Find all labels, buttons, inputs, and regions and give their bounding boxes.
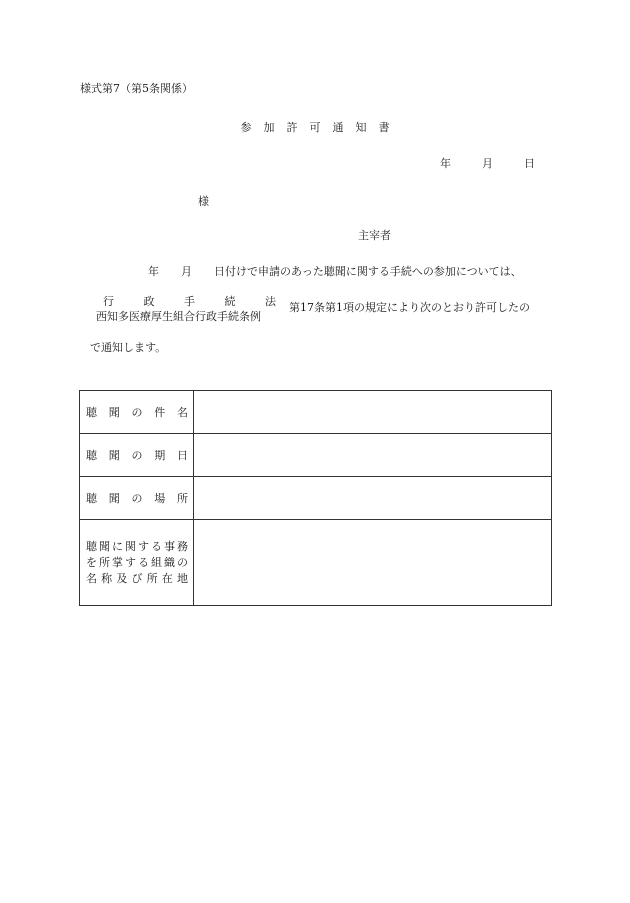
title-char: 知 [355, 121, 367, 134]
table-row [80, 477, 552, 520]
law-option-1-char: 続 [224, 295, 236, 308]
row-label-char: 聴 [86, 406, 97, 419]
table-row [80, 520, 552, 606]
row-label-char: 日 [177, 449, 188, 462]
body-line-3: で通知します。 [90, 341, 167, 354]
date-year: 年 [440, 157, 451, 170]
row-label-date [80, 434, 194, 477]
row-label-char: す [138, 539, 149, 553]
row-label-char: 名 [86, 571, 97, 585]
row-label-char: の [131, 406, 143, 419]
row-label-line [86, 571, 188, 587]
row-label-char: 所 [146, 571, 158, 585]
row-label-char: る [138, 555, 149, 569]
row-label-char: 織 [164, 555, 175, 569]
addressee-suffix: 様 [198, 195, 209, 208]
title-char: 可 [309, 121, 321, 134]
row-label-char: 聴 [86, 449, 97, 462]
row-label-char: に [112, 539, 123, 553]
law-option-2: 西知多医療厚生組合行政手続条例 [96, 310, 261, 323]
title-char: 書 [378, 121, 390, 134]
row-label-char: 件 [154, 406, 166, 419]
row-label-line [86, 539, 188, 555]
row-label-line [86, 555, 188, 571]
law-option-1-char: 法 [265, 295, 276, 308]
hearing-info-table [79, 390, 552, 606]
row-label-char: 聴 [86, 492, 97, 505]
title-char: 通 [332, 121, 344, 134]
row-value-organization[interactable] [194, 520, 552, 606]
law-option-1 [103, 293, 276, 309]
row-label-char: 組 [151, 555, 162, 569]
row-label-char: 務 [177, 539, 188, 553]
row-label-char: 場 [154, 492, 166, 505]
row-label-char: 所 [177, 492, 188, 505]
title-char: 参 [240, 121, 252, 134]
row-label-organization [80, 520, 194, 606]
row-label-char: を [86, 555, 97, 569]
table-row [80, 434, 552, 477]
row-value-date[interactable] [194, 434, 552, 477]
row-label-char: の [131, 492, 143, 505]
row-value-place[interactable] [194, 477, 552, 520]
row-label-char: 期 [154, 449, 166, 462]
row-label-char: び [131, 571, 143, 585]
row-label-char: 聴 [86, 539, 97, 553]
law-option-1-char: 政 [143, 295, 155, 308]
table-row [80, 391, 552, 434]
row-label-char: 称 [101, 571, 113, 585]
document-title [0, 119, 630, 135]
host-label: 主宰者 [358, 229, 391, 242]
row-value-case-name[interactable] [194, 391, 552, 434]
body-line-1: 年 月 日付けで申請のあった聴聞に関する手続への参加については、 [148, 265, 522, 278]
row-label-case-name [80, 391, 194, 434]
title-char: 許 [286, 121, 298, 134]
row-label-char: 聞 [108, 406, 120, 419]
row-label-char: 及 [116, 571, 128, 585]
row-label-char: 事 [164, 539, 175, 553]
row-label-char: 掌 [112, 555, 123, 569]
row-label-char: 地 [176, 571, 188, 585]
law-option-1-char: 手 [184, 295, 195, 308]
row-label-char: 在 [161, 571, 173, 585]
date-month: 月 [482, 157, 493, 170]
row-label-char: 関 [125, 539, 136, 553]
row-label-char: 聞 [99, 539, 110, 553]
row-label-char: 聞 [108, 449, 120, 462]
row-label-char: 聞 [108, 492, 120, 505]
date-day: 日 [524, 157, 535, 170]
row-label-place [80, 477, 194, 520]
row-label-char: 所 [99, 555, 110, 569]
law-option-1-char: 行 [103, 295, 114, 308]
row-label-char: す [125, 555, 136, 569]
row-label-char: の [177, 555, 188, 569]
form-number: 様式第7（第5条関係） [80, 82, 193, 95]
row-label-char: る [151, 539, 162, 553]
row-label-char: の [131, 449, 143, 462]
date-line [440, 155, 535, 171]
body-line-2: 第17条第1項の規定により次のとおり許可したの [289, 301, 530, 314]
row-label-char: 名 [177, 406, 188, 419]
title-char: 加 [263, 121, 275, 134]
